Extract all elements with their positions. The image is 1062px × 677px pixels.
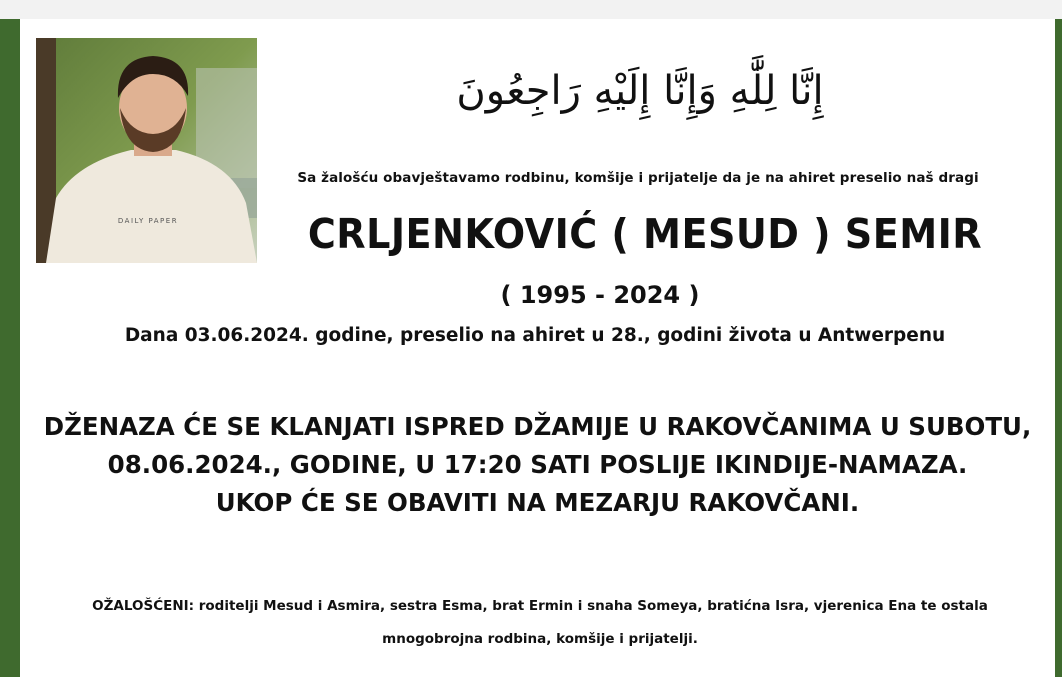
svg-text:إِنَّا لِلَّٰهِ وَإِنَّا إِلَي: إِنَّا لِلَّٰهِ وَإِنَّا إِلَيْهِ رَاجِعُونَ — [456, 68, 824, 114]
funeral-details — [20, 408, 1055, 522]
calligraphy-seal — [456, 36, 824, 136]
deceased-name: CRLJENKOVIĆ ( MESUD ) SEMIR — [307, 210, 983, 258]
mourners-line: OŽALOŠĆENI: roditelji Mesud i Asmira, sestra Esma, brat Ermin i snaha Someya, bratićna Isra, vjerenica Ena te ostala — [92, 598, 988, 614]
life-years: ( 1995 - 2024 ) — [500, 281, 700, 309]
funeral-line: DŽENAZA ĆE SE KLANJATI ISPRED DŽAMIJE U RAKOVČANIMA U SUBOTU, — [43, 412, 1032, 441]
funeral-line: 08.06.2024., GODINE, U 17:20 SATI POSLIJE IKINDIJE-NAMAZA. — [107, 450, 968, 479]
deceased-photo — [36, 38, 257, 263]
mourners-line: mnogobrojna rodbina, komšije i prijatelji. — [382, 631, 698, 647]
shirt-print-text: DAILY PAPER — [117, 217, 179, 225]
top-strip — [0, 0, 1062, 19]
death-date-line: Dana 03.06.2024. godine, preselio na ahiret u 28., godini života u Antwerpenu — [124, 325, 946, 346]
intro-text: Sa žalošću obavještavamo rodbinu, komšije i prijatelje da je na ahiret preselio naš dragi — [297, 170, 979, 186]
mourners-list — [40, 590, 1040, 656]
funeral-line: UKOP ĆE SE OBAVITI NA MEZARJU RAKOVČANI. — [215, 488, 860, 517]
